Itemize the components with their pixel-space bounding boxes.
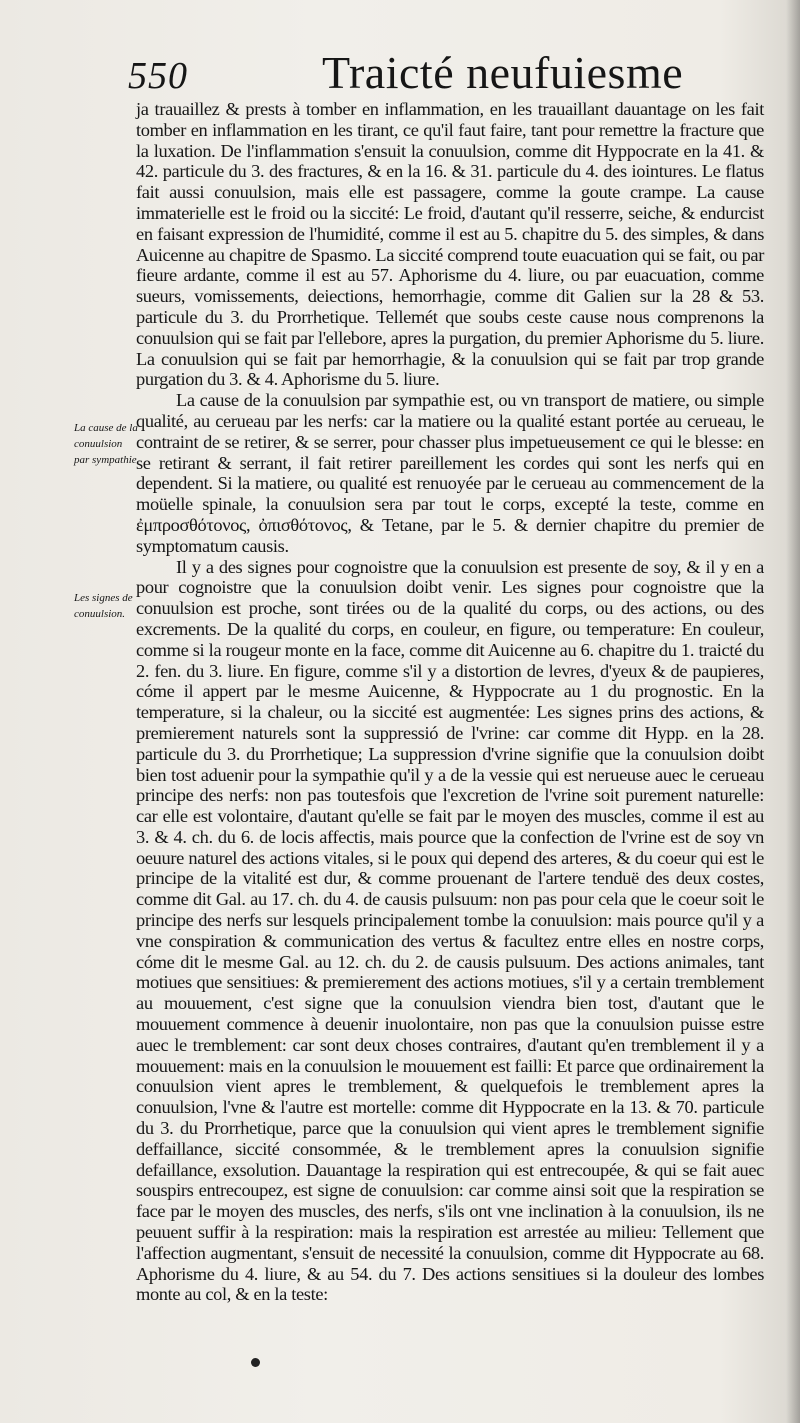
page-header [0,46,800,96]
paragraph-continuation: ja trauaillez & prests à tomber en inflammation, en les trauaillant dauantage on les fait tomber en inflammation en les tirant, ce qu'il faut faire, tant pour remettre la fracture que la luxation. De l'inflammation s'ensuit la conuulsion, comme dit Hyppocrate en la 41. & 42. particule du 3. des fractures, & en la 16. & 31. particule du 4. des iointures. Le flatus fait aussi conuulsion, mais elle est passagere, comme la goute crampe. La cause immaterielle est le froid ou la siccité: Le froid, d'autant qu'il resserre, seiche, & endurcist en faisant expression de l'humidité, comme il est au 5. chapitre du 5. des simples, & dans Auicenne au chapitre de Spasmo. La siccité comprend toute euacuation qui se fait, ou par fieure ardante, comme il est au 57. Aphorisme du 4. liure, ou par euacuation, comme sueurs, vomissements, deiections, hemorrhagie, comme dit Galien sur la 28 & 53. particule du 3. du Prorrhetique. Tellemét que soubs ceste cause nous comprenons la conuulsion qui se fait par l'ellebore, apres la purgation, du premier Aphorisme du 5. liure. La conuulsion qui se fait par hemorrhagie, & la conuulsion qui se fait par trop grande purgation du 3. & 4. Aphorisme du 5. liure. [136,99,764,390]
page-edge-shadow [786,0,800,1423]
margin-note-sympathie: La cause de la conuulsion par sympathie. [74,422,140,466]
margin-note-signes: Les signes de conuulsion. [74,592,133,620]
ink-spot [251,1358,260,1367]
paragraph-signes-conuulsion: Il y a des signes pour cognoistre que la conuulsion est presente de soy, & il y en a pour cognoistre que la conuulsion doibt venir. Les signes pour cognoistre que la conuulsion est proche, sont tirées ou de la qualité du corps, ou des actions, ou des excrements. De la qualité du corps, en couleur, en figure, ou temperature: En couleur, comme si la rougeur monte en la face, comme dit Auicenne au 6. chapitre du 1. traicté du 2. fen. du 3. liure. En figure, comme s'il y a distortion de levres, d'yeux & de paupieres, cóme il appert par le mesme Auicenne, & Hyppocrate au 1 du prognostic. En la temperature, si la chaleur, ou la siccité est augmentée: Les signes prins des actions, & premierement naturels sont la suppressió de l'vrine: car comme dit Hypp. en la 28. particule du 3. du Prorrhetique; La suppression d'vrine signifie que la conuulsion doibt bien tost aduenir pour la sympathie qu'il y a de la vessie qui est nerueuse auec le cerueau principe des nerfs: non pas toutesfois que l'excretion de l'vrine soit purement naturelle: car elle est volontaire, d'autant qu'elle se fait par le moyen des muscles, comme il est au 3. & 4. ch. du 6. de locis affectis, mais pource que la confection de l'vrine est de soy vn oeuure naturel des actions vitales, si le poux qui depend des arteres, & du coeur qui est le principe de la vitalité est dur, & comme prouenant de l'artere tenduë des deux costes, comme dit Gal. au 17. ch. du 4. de causis pulsuum: non pas pour cela que le coeur soit le principe des nerfs sur lesquels principalement tombe la conuulsion: mais pource qu'il y a vne conspiration & communication des vertus & facultez entre elles en nostre corps, cóme dit le mesme Gal. au 12. ch. du 2. de causis pulsuum. Des actions animales, tant motiues que sensitiues: & premierement des actions motiues, s'il y a certain tremblement au mouuement, c'est signe que la conuulsion viendra bien tost, d'autant que le mouuement commence à deuenir inuolontaire, non pas que la conuulsion puisse estre auec le tremblement: car sont deux choses contraires, d'autant qu'en tremblement il y a mouuement: mais en la conuulsion le mouuement est failli: Et parce que ordinairement la conuulsion vient apres le tremblement, & quelquefois le tremblement apres la conuulsion, l'vne & l'autre est mortelle: comme dit Hyppocrate en la 13. & 70. particule du 3. du Prorrhetique, parce que la conuulsion qui vient apres le tremblement signifie deffaillance, siccité consommée, & le tremblement apres la conuulsion signifie defaillance, exsolution. Dauantage la respiration qui est entrecoupée, & qui se fait auec souspirs entrecoupez, est signe de conuulsion: car comme ainsi soit que la respiration se face par le moyen des muscles, des nerfs, s'ils ont vne inclination à la conuulsion, ils ne peuuent suffir à la respiration: mais la respiration est arrestée au milieu: Tellement que l'affection augmentant, s'ensuit de necessité la conuulsion, comme dit Hyppocrate au 68. Aphorisme du 4. liure, & au 54. du 7. Des actions sensitiues si la douleur des lombes monte au col, & en la teste: [136,556,764,1305]
running-title: Traicté neufuiesme [322,47,684,98]
main-text [136,99,764,1305]
paragraph-cause-sympathie: La cause de la conuulsion par sympathie est, ou vn transport de matiere, ou simple qualité, au cerueau par les nerfs: car la matiere ou la qualité estant portée au cerueau, le contraint de se retirer, & se serrer, pour chasser plus impetueusement ce qui le blesse: en se retirant & serrant, il fait retirer pareillement les cordes qui sont les nerfs qui en dependent. Si la matiere, ou qualité est renuoyée par le cerueau au commencement de la moüelle spinale, la conuulsion sera par tout le corps, excepté la teste, comme en ἐμπροσθότονος, ὀπισθότονος, & Tetane, par le 5. & dernier chapitre du premier de symptomatum causis. [136,390,764,556]
page-number: 550 [128,55,188,97]
